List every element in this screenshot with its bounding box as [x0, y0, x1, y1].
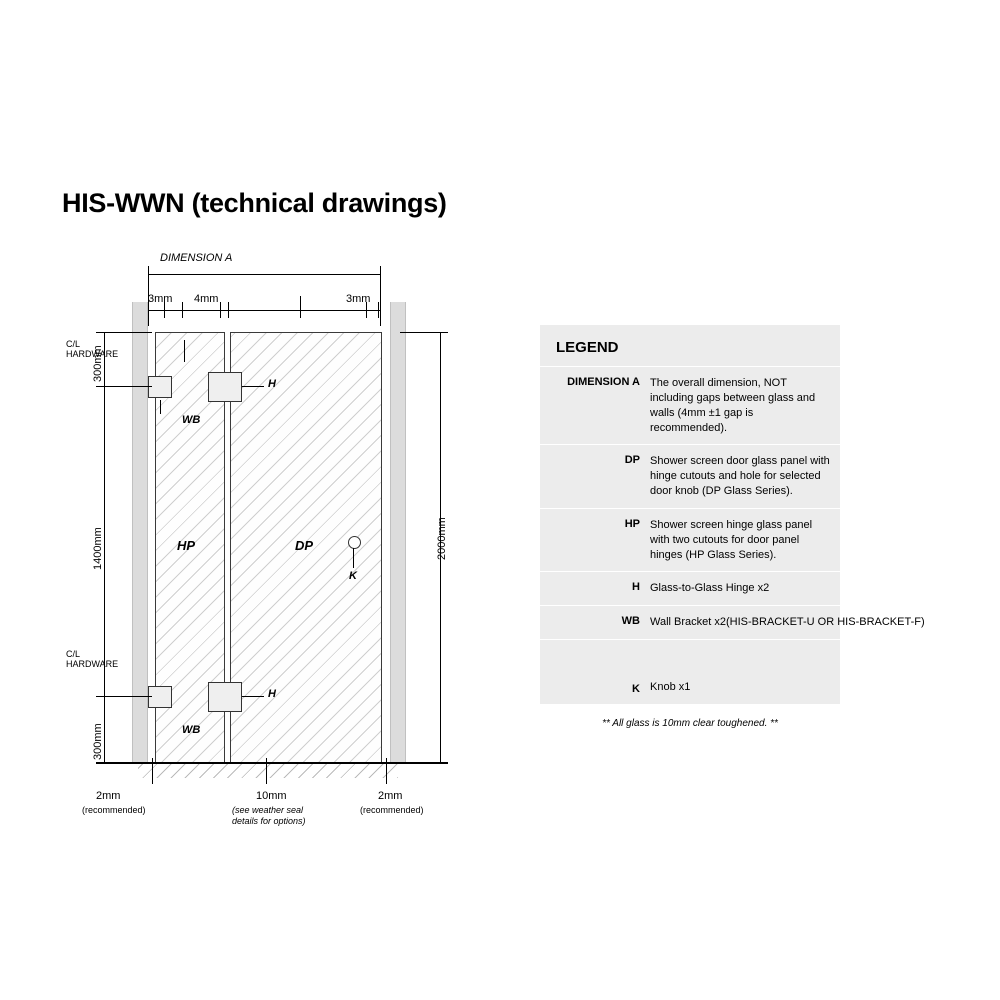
legend-row-hp	[540, 508, 840, 572]
bottom-center-note: (see weather seal details for options)	[232, 805, 306, 827]
top-gap-tick-4	[228, 302, 229, 318]
hinge-bottom-leader	[242, 696, 264, 697]
top-gap-label-3mm-right: 3mm	[346, 293, 371, 305]
cl-hardware-bottom: C/L HARDWARE	[66, 649, 119, 669]
wall-strip-right	[390, 302, 406, 762]
legend-row-wb	[540, 605, 925, 639]
wall-bracket-top	[148, 376, 172, 398]
bottom-tick-left	[152, 758, 153, 784]
bottom-center-value: 10mm	[256, 790, 287, 802]
left-dim-tick-b	[96, 386, 152, 387]
bottom-right-value: 2mm	[378, 790, 403, 802]
left-dim-tick-a	[96, 332, 152, 333]
cl-hardware-top: C/L HARDWARE	[66, 339, 119, 359]
legend-desc: Wall Bracket x2(HIS-BRACKET-U OR HIS-BRACKET-F)	[650, 616, 925, 629]
floor-hatch	[138, 764, 398, 778]
wb-top-leader	[160, 400, 161, 414]
wall-bracket-bottom-label: WB	[182, 724, 201, 736]
legend-row-dimension-a	[540, 366, 840, 444]
legend-desc: Glass-to-Glass Hinge x2	[650, 582, 770, 595]
legend-desc: Shower screen door glass panel with hinge cutouts and hole for selected door knob (DP Glass Series).	[650, 455, 830, 498]
bottom-tick-right	[386, 758, 387, 784]
door-knob	[348, 536, 361, 549]
panel-dp-label: DP	[295, 538, 314, 553]
top-gap-tick-3	[220, 302, 221, 318]
wall-strip-left	[132, 302, 148, 762]
legend-row-h	[540, 571, 840, 605]
left-dim-1400: 1400mm	[92, 527, 104, 570]
top-gap-label-4mm: 4mm	[194, 293, 219, 305]
hp-arrow-shaft	[184, 340, 185, 362]
top-gap-tick-2	[182, 302, 183, 318]
bottom-left-note: (recommended)	[82, 805, 146, 815]
legend-key: K	[632, 683, 640, 696]
legend-desc: The overall dimension, NOT including gaps between glass and walls (4mm ±1 gap is recommended).	[650, 377, 816, 434]
hinge-top	[208, 372, 242, 402]
right-dim-label: 2000mm	[436, 517, 448, 560]
bottom-left-value: 2mm	[96, 790, 121, 802]
left-dim-300-bottom: 300mm	[92, 723, 104, 760]
legend-key: DP	[624, 454, 640, 467]
legend-panel	[540, 325, 925, 741]
dimension-a-line	[148, 274, 380, 275]
top-gap-tick-7	[378, 302, 379, 318]
knob-label: K	[349, 570, 357, 582]
bottom-tick-center	[266, 758, 267, 784]
wall-bracket-bottom	[148, 686, 172, 708]
right-dim-tick-top	[400, 332, 448, 333]
left-dim-300-top: 300mm	[92, 345, 104, 382]
legend-desc: Knob x1	[650, 681, 691, 694]
left-dim-chain	[104, 332, 105, 764]
page-title: HIS-WWN (technical drawings)	[62, 188, 447, 218]
hinge-top-leader	[242, 386, 264, 387]
hinge-top-label: H	[268, 378, 276, 390]
top-gap-tick-5	[300, 296, 301, 318]
left-dim-tick-c	[96, 696, 152, 697]
bottom-right-note: (recommended)	[360, 805, 424, 815]
technical-drawing	[60, 240, 520, 840]
legend-heading: LEGEND	[556, 339, 619, 356]
panel-hp-label: HP	[177, 538, 196, 553]
legend-desc: Shower screen hinge glass panel with two cutouts for door panel hinges (HP Glass Series).	[650, 518, 813, 561]
legend-key: WB	[621, 615, 640, 628]
top-gap-label-3mm-left: 3mm	[148, 293, 173, 305]
hinge-bottom-label: H	[268, 688, 276, 700]
wall-bracket-top-label: WB	[182, 414, 201, 426]
knob-leader	[353, 548, 354, 568]
legend-row-k	[540, 639, 840, 704]
legend-key: HP	[624, 517, 640, 530]
hinge-bottom	[208, 682, 242, 712]
dimension-a-tick-right	[380, 266, 381, 326]
legend-row-dp	[540, 444, 840, 508]
legend-key: H	[632, 581, 640, 594]
dimension-a-label: DIMENSION A	[160, 252, 233, 264]
legend-note: ** All glass is 10mm clear toughened. **	[540, 704, 840, 741]
legend-key: DIMENSION A	[567, 376, 640, 388]
